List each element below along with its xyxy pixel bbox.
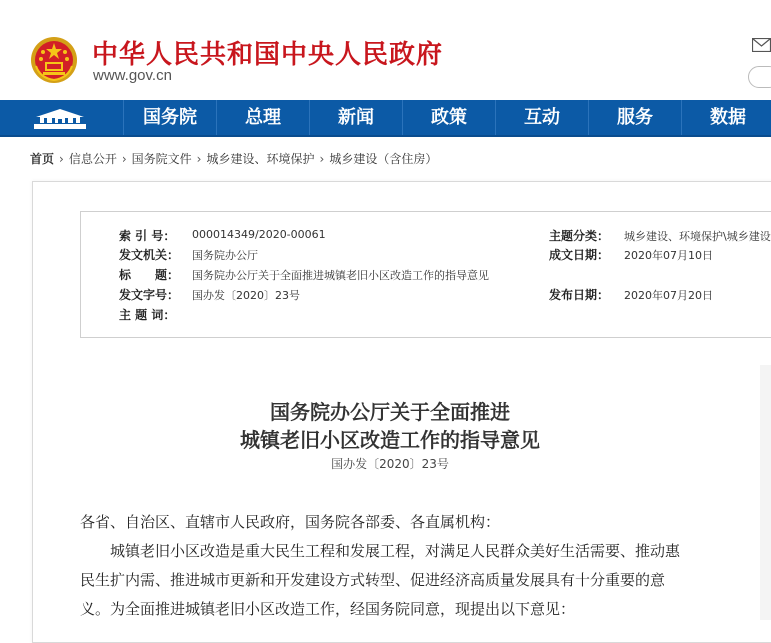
- meta-category-label: 主题分类：: [549, 229, 610, 243]
- meta-title-value: 国务院办公厅关于全面推进城镇老旧小区改造工作的指导意见: [192, 269, 489, 282]
- nav-item-news[interactable]: 新闻: [309, 100, 402, 135]
- breadcrumb: [30, 150, 437, 167]
- breadcrumb-separator: ›: [319, 152, 325, 166]
- meta-issuer-value: 国务院办公厅: [192, 249, 258, 262]
- meta-published-date-label: 发布日期：: [549, 288, 610, 302]
- document-paragraph-line: 民生扩内需、推进城市更新和开发建设方式转型、促进经济高质量发展具有十分重要的意: [80, 571, 666, 589]
- nav-item-service[interactable]: 服务: [588, 100, 681, 135]
- breadcrumb-info-disclosure[interactable]: 信息公开: [68, 152, 117, 166]
- meta-written-date-value: 2020年07月10日: [624, 249, 713, 262]
- document-number: 国办发〔2020〕23号: [331, 457, 449, 471]
- breadcrumb-urban-env[interactable]: 城乡建设、环境保护: [206, 152, 315, 166]
- meta-docno-value: 国办发〔2020〕23号: [192, 289, 300, 302]
- document-paragraph-line: 义。为全面推进城镇老旧小区改造工作，经国务院同意，现提出以下意见：: [80, 600, 576, 618]
- main-nav: [0, 100, 771, 137]
- meta-index-value: 000014349/2020-00061: [192, 228, 326, 241]
- breadcrumb-separator: ›: [59, 152, 64, 166]
- breadcrumb-separator: ›: [121, 152, 127, 166]
- meta-keywords-label: 主 题 词：: [119, 308, 176, 322]
- nav-item-premier[interactable]: 总理: [216, 100, 309, 135]
- meta-published-date-value: 2020年07月20日: [624, 289, 713, 302]
- meta-index-label: 索 引 号：: [119, 229, 176, 243]
- document-salutation: 各省、自治区、直辖市人民政府，国务院各部委、各直属机构：: [80, 513, 501, 531]
- document-paragraph-line: 城镇老旧小区改造是重大民生工程和发展工程，对满足人民群众美好生活需要、推动惠: [80, 542, 681, 560]
- tiananmen-home-icon[interactable]: [30, 106, 90, 130]
- nav-item-data[interactable]: 数据: [681, 100, 771, 135]
- breadcrumb-separator: ›: [196, 152, 202, 166]
- nav-item-state-council[interactable]: 国务院: [123, 100, 216, 135]
- breadcrumb-urban-housing[interactable]: 城乡建设（含住房）: [329, 152, 438, 166]
- document-title-line1: 国务院办公厅关于全面推进: [270, 400, 510, 424]
- side-scroll-area: [760, 365, 771, 620]
- site-header: [0, 0, 771, 100]
- breadcrumb-home[interactable]: 首页: [30, 152, 55, 166]
- nav-item-policy[interactable]: 政策: [402, 100, 495, 135]
- document-title-line2: 城镇老旧小区改造工作的指导意见: [240, 428, 540, 452]
- site-title[interactable]: 中华人民共和国中央人民政府: [92, 40, 444, 70]
- breadcrumb-state-council-docs[interactable]: 国务院文件: [131, 152, 192, 166]
- mail-icon[interactable]: [752, 38, 771, 52]
- meta-title-label: 标 题：: [119, 268, 180, 282]
- meta-issuer-label: 发文机关：: [119, 248, 180, 262]
- nav-item-interaction[interactable]: 互动: [495, 100, 588, 135]
- national-emblem-icon[interactable]: [30, 36, 78, 84]
- site-url: www.gov.cn: [93, 67, 172, 84]
- search-input[interactable]: [748, 66, 771, 88]
- meta-written-date-label: 成文日期：: [549, 248, 610, 262]
- meta-docno-label: 发文字号：: [119, 288, 180, 302]
- meta-category-value[interactable]: 城乡建设、环境保护\城乡建设: [624, 230, 771, 243]
